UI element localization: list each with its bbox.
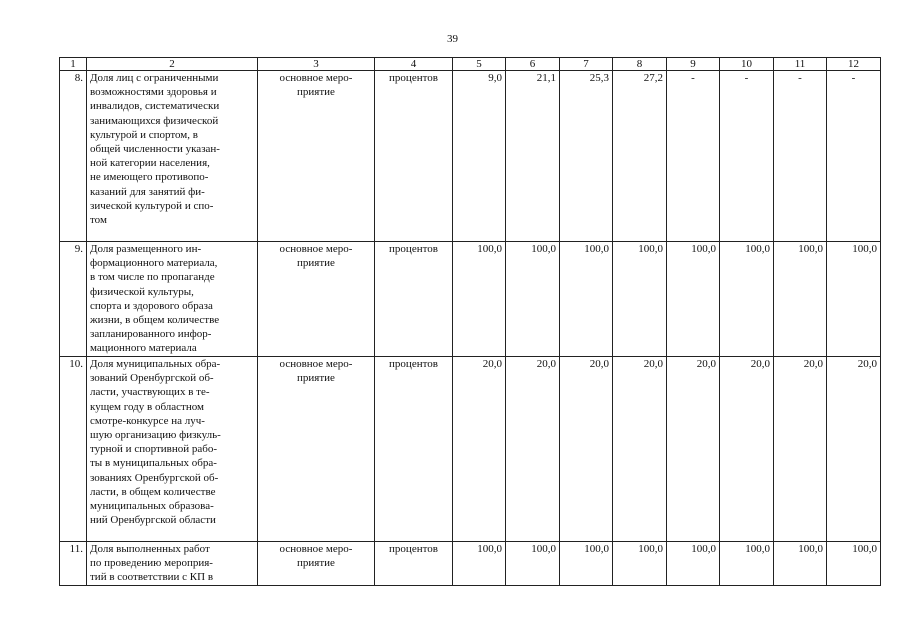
header-cell: 6 [506, 58, 560, 71]
row-number: 10. [60, 357, 87, 542]
header-cell: 11 [774, 58, 827, 71]
indicator-type: основное меро- приятие [258, 542, 375, 586]
value-cell: 100,0 [667, 242, 720, 357]
value-cell: 20,0 [827, 357, 881, 542]
value-cell: 20,0 [720, 357, 774, 542]
unit-cell: процентов [375, 357, 453, 542]
value-cell: 9,0 [453, 71, 506, 242]
row-number: 9. [60, 242, 87, 357]
header-cell: 5 [453, 58, 506, 71]
value-cell: 100,0 [667, 542, 720, 586]
header-cell: 9 [667, 58, 720, 71]
indicator-name: Доля лиц с ограниченными возможностями здоровья и инвалидов, систематически занимающихся физической культурой и спортом, в общей численности указан- ной категории населения, не имеющего противопо- казаний для занятий фи- зической культурой и спо- том [87, 71, 258, 242]
header-cell: 2 [87, 58, 258, 71]
value-cell: 100,0 [613, 542, 667, 586]
indicator-name: Доля выполненных работ по проведению мероприя- тий в соответствии с КП в [87, 542, 258, 586]
header-row [60, 58, 881, 71]
indicator-name: Доля размещенного ин- формационного материала, в том числе по пропаганде физической культуры, спорта и здорового образа жизни, в общем количестве запланированного инфор- мационного материала [87, 242, 258, 357]
value-cell: 20,0 [453, 357, 506, 542]
indicators-table [59, 57, 881, 586]
row-number: 8. [60, 71, 87, 242]
value-cell: 100,0 [774, 242, 827, 357]
value-cell: 20,0 [774, 357, 827, 542]
value-cell: 100,0 [506, 242, 560, 357]
value-cell: 100,0 [720, 542, 774, 586]
value-cell: 100,0 [774, 542, 827, 586]
value-cell: - [720, 71, 774, 242]
table-row [60, 242, 881, 357]
unit-cell: процентов [375, 71, 453, 242]
value-cell: 20,0 [667, 357, 720, 542]
page-number: 39 [447, 33, 458, 45]
indicator-name: Доля муниципальных обра- зований Оренбургской об- ласти, участвующих в те- кущем году в областном смотре-конкурсе на луч- шую организацию физкуль- турной и спортивной рабо- ты в муниципальных обра- зованиях Оренбургской об- ласти, в общем количестве муниципальных образова- ний Оренбургской области [87, 357, 258, 542]
header-cell: 8 [613, 58, 667, 71]
indicator-type: основное меро- приятие [258, 71, 375, 242]
header-cell: 7 [560, 58, 613, 71]
table-row [60, 71, 881, 242]
value-cell: 100,0 [720, 242, 774, 357]
value-cell: 100,0 [453, 542, 506, 586]
header-cell: 4 [375, 58, 453, 71]
header-cell: 10 [720, 58, 774, 71]
table-row [60, 357, 881, 542]
unit-cell: процентов [375, 542, 453, 586]
value-cell: - [827, 71, 881, 242]
value-cell: 21,1 [506, 71, 560, 242]
value-cell: - [774, 71, 827, 242]
header-cell: 1 [60, 58, 87, 71]
value-cell: 100,0 [827, 242, 881, 357]
header-cell: 12 [827, 58, 881, 71]
value-cell: 100,0 [613, 242, 667, 357]
value-cell: 25,3 [560, 71, 613, 242]
value-cell: 100,0 [453, 242, 506, 357]
value-cell: 20,0 [613, 357, 667, 542]
row-number: 11. [60, 542, 87, 586]
value-cell: 27,2 [613, 71, 667, 242]
unit-cell: процентов [375, 242, 453, 357]
value-cell: 100,0 [560, 242, 613, 357]
indicator-type: основное меро- приятие [258, 242, 375, 357]
value-cell: - [667, 71, 720, 242]
value-cell: 100,0 [506, 542, 560, 586]
table-row [60, 542, 881, 586]
value-cell: 20,0 [560, 357, 613, 542]
indicator-type: основное меро- приятие [258, 357, 375, 542]
value-cell: 100,0 [560, 542, 613, 586]
value-cell: 100,0 [827, 542, 881, 586]
value-cell: 20,0 [506, 357, 560, 542]
header-cell: 3 [258, 58, 375, 71]
